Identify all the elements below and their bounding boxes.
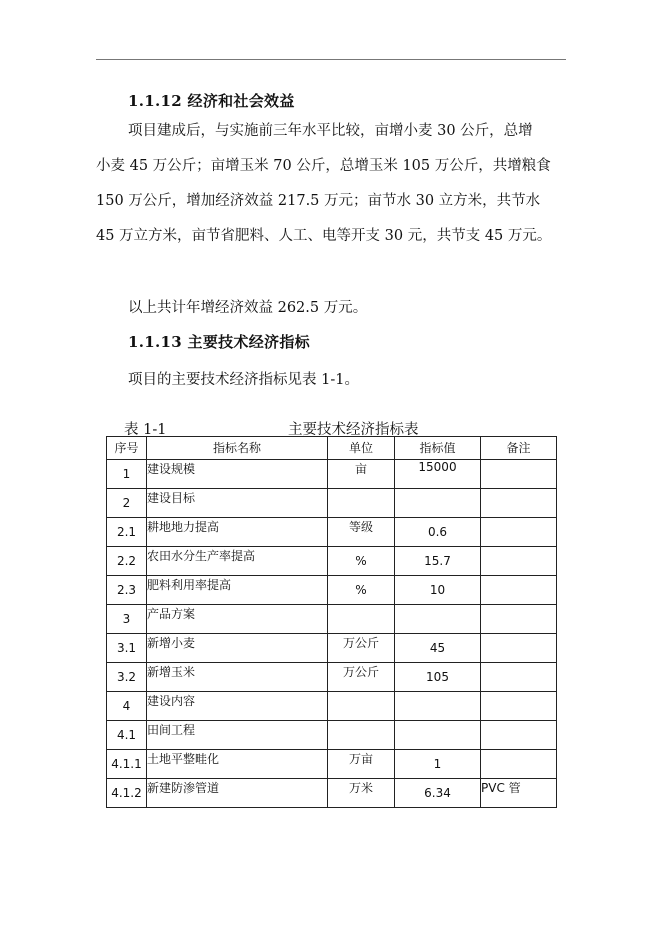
economic-benefit-paragraph — [96, 114, 566, 254]
cell-unit — [328, 692, 395, 721]
cell-name: 土地平整畦化 — [147, 750, 328, 779]
cell-remark — [481, 460, 557, 489]
cell-remark — [481, 518, 557, 547]
cell-name: 肥料利用率提高 — [147, 576, 328, 605]
cell-unit: % — [328, 547, 395, 576]
cell-value: 0.6 — [395, 518, 481, 547]
cell-seq: 2.2 — [107, 547, 147, 576]
cell-value: 1 — [395, 750, 481, 779]
section-heading-1-1-13: 1.1.13 主要技术经济指标 — [128, 333, 310, 351]
cell-name: 耕地地力提高 — [147, 518, 328, 547]
cell-unit — [328, 605, 395, 634]
cell-value: 10 — [395, 576, 481, 605]
benefit-summary: 以上共计年增经济效益 262.5 万元。 — [128, 300, 368, 316]
cell-unit: 万亩 — [328, 750, 395, 779]
cell-value: 15.7 — [395, 547, 481, 576]
cell-seq: 3.1 — [107, 634, 147, 663]
cell-value: 15000 — [395, 460, 481, 489]
table-row — [107, 750, 557, 779]
cell-name: 新建防渗管道 — [147, 779, 328, 808]
cell-remark — [481, 750, 557, 779]
cell-seq: 4.1 — [107, 721, 147, 750]
header-remark: 备注 — [481, 437, 557, 460]
cell-seq: 4.1.2 — [107, 779, 147, 808]
page-header-rule — [96, 59, 566, 60]
cell-remark — [481, 489, 557, 518]
table-row — [107, 605, 557, 634]
cell-unit: 万公斤 — [328, 634, 395, 663]
cell-value — [395, 605, 481, 634]
table-row — [107, 460, 557, 489]
cell-value — [395, 692, 481, 721]
paragraph-line: 小麦 45 万公斤；亩增玉米 70 公斤，总增玉米 105 万公斤，共增粮食 — [96, 158, 551, 174]
cell-value: 105 — [395, 663, 481, 692]
cell-seq: 1 — [107, 460, 147, 489]
header-value: 指标值 — [395, 437, 481, 460]
table-row — [107, 692, 557, 721]
table-row — [107, 779, 557, 808]
paragraph-line: 项目建成后，与实施前三年水平比较，亩增小麦 30 公斤，总增 — [128, 123, 533, 139]
table-header-row — [107, 437, 557, 460]
cell-remark — [481, 547, 557, 576]
table-row — [107, 518, 557, 547]
cell-seq: 3 — [107, 605, 147, 634]
header-seq: 序号 — [107, 437, 147, 460]
table-row — [107, 663, 557, 692]
section-heading-1-1-12: 1.1.12 经济和社会效益 — [128, 92, 295, 110]
cell-remark — [481, 576, 557, 605]
cell-remark — [481, 634, 557, 663]
cell-unit: 亩 — [328, 460, 395, 489]
cell-unit: 万米 — [328, 779, 395, 808]
cell-value — [395, 489, 481, 518]
cell-name: 农田水分生产率提高 — [147, 547, 328, 576]
cell-value — [395, 721, 481, 750]
header-name: 指标名称 — [147, 437, 328, 460]
cell-unit — [328, 489, 395, 518]
cell-name: 建设规模 — [147, 460, 328, 489]
cell-name: 新增小麦 — [147, 634, 328, 663]
cell-seq: 3.2 — [107, 663, 147, 692]
cell-name: 新增玉米 — [147, 663, 328, 692]
cell-name: 产品方案 — [147, 605, 328, 634]
cell-unit: 等级 — [328, 518, 395, 547]
cell-value: 45 — [395, 634, 481, 663]
cell-seq: 2 — [107, 489, 147, 518]
header-unit: 单位 — [328, 437, 395, 460]
cell-seq: 2.1 — [107, 518, 147, 547]
indicator-table — [106, 436, 557, 808]
table-title: 主要技术经济指标表 — [288, 422, 419, 438]
paragraph-line: 150 万公斤，增加经济效益 217.5 万元；亩节水 30 立方米，共节水 — [96, 193, 541, 209]
cell-seq: 2.3 — [107, 576, 147, 605]
cell-remark — [481, 605, 557, 634]
table-row — [107, 576, 557, 605]
cell-remark — [481, 721, 557, 750]
table-intro: 项目的主要技术经济指标见表 1-1。 — [128, 372, 359, 388]
table-row — [107, 721, 557, 750]
cell-value: 6.34 — [395, 779, 481, 808]
cell-name: 建设目标 — [147, 489, 328, 518]
cell-seq: 4 — [107, 692, 147, 721]
paragraph-line: 45 万立方米，亩节省肥料、人工、电等开支 30 元，共节支 45 万元。 — [96, 228, 552, 244]
cell-remark: PVC 管 — [481, 779, 557, 808]
table-row — [107, 547, 557, 576]
cell-name: 建设内容 — [147, 692, 328, 721]
cell-unit: % — [328, 576, 395, 605]
table-number: 表 1-1 — [124, 422, 167, 438]
cell-unit: 万公斤 — [328, 663, 395, 692]
table-row — [107, 634, 557, 663]
cell-remark — [481, 663, 557, 692]
cell-name: 田间工程 — [147, 721, 328, 750]
cell-seq: 4.1.1 — [107, 750, 147, 779]
table-row — [107, 489, 557, 518]
cell-unit — [328, 721, 395, 750]
cell-remark — [481, 692, 557, 721]
